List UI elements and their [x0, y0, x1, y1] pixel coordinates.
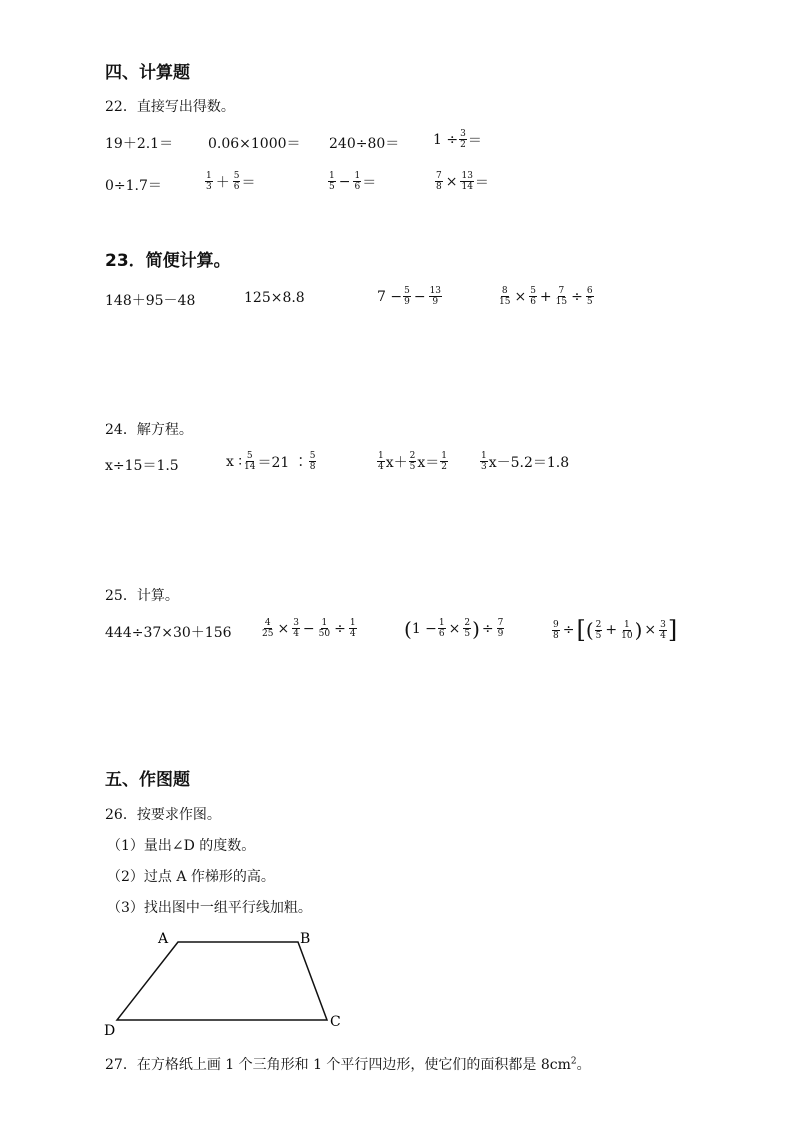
q22-r2-a: 0÷1.7＝: [105, 178, 162, 194]
q24-a: x÷15＝1.5: [105, 458, 179, 474]
q23-b: 125×8.8: [244, 290, 305, 306]
trapezoid-abcd: [117, 942, 327, 1020]
label-b: B: [300, 931, 311, 947]
q22-r2-b: 1 3 ＋ 5 6 ＝: [206, 171, 256, 192]
q22-r1-a: 19＋2.1＝: [105, 136, 174, 152]
section-4-title: 四、计算题: [105, 63, 190, 83]
q23-d: $\frac{8}{15}$ × $\frac{5}{6}$ + $\frac{7}{15}$ ÷ $\frac{6}{5}$: [499, 286, 593, 307]
q26-title: 26．按要求作图。: [105, 807, 221, 823]
trapezoid-figure: [100, 925, 360, 1045]
q22-title: 22．直接写出得数。: [105, 99, 235, 115]
section-5-title: 五、作图题: [105, 770, 190, 790]
q22-r1-c: 240÷80＝: [329, 136, 400, 152]
q24-d: 1 3 x－5.2＝1.8: [481, 451, 570, 472]
q25-b: $\frac{4}{25}$ × $\frac{3}{4}$ − $\frac{1}{50}$ ÷ $\frac{1}{4}$: [262, 618, 356, 639]
q23-c: 7 − $\frac{5}{9}$ − $\frac{13}{9}$: [377, 286, 442, 307]
q25-d: $\frac{9}{8}$ ÷ [ ( 2 5 + $\frac{1}{10}$ ) × $\frac{3}{4}$ ]: [553, 616, 678, 644]
label-a: A: [158, 931, 169, 947]
q22-r1-b: 0.06×1000＝: [208, 136, 301, 152]
q26-item-1: （1）量出∠D 的度数。: [107, 838, 256, 854]
q26-item-2: （2）过点 A 作梯形的高。: [107, 869, 275, 885]
q26-item-3: （3）找出图中一组平行线加粗。: [107, 900, 312, 916]
q22-r2-d: $\frac{7}{8}$ × $\frac{13}{14}$ ＝: [436, 171, 489, 192]
q25-a: 444÷37×30＋156: [105, 625, 232, 641]
q25-title: 25．计算。: [105, 588, 179, 604]
q22-r1-d: 1 ÷ $\frac{3}{2}$ ＝: [433, 129, 482, 150]
q24-c: 1 4 x＋ 2 5 x＝ 1 2: [378, 451, 448, 472]
q23-a: 148＋95－48: [105, 293, 196, 309]
q27-text: 27．在方格纸上画 1 个三角形和 1 个平行四边形，使它们的面积都是 $8cm^2$。: [105, 1056, 591, 1073]
q24-title: 24．解方程。: [105, 422, 193, 438]
label-d: D: [104, 1023, 116, 1039]
q22-r2-c: 1 5 − $\frac{1}{6}$ ＝: [329, 171, 377, 192]
q23-title: 23．简便计算。: [105, 251, 231, 271]
q24-b: x ∶ 5 14 ＝21 ∶ 5 8: [226, 451, 316, 472]
q25-c: ( 1 − $\frac{1}{6}$ × $\frac{2}{5}$ ) ÷ $\frac{7}{9}$: [404, 616, 504, 641]
label-c: C: [330, 1014, 341, 1030]
